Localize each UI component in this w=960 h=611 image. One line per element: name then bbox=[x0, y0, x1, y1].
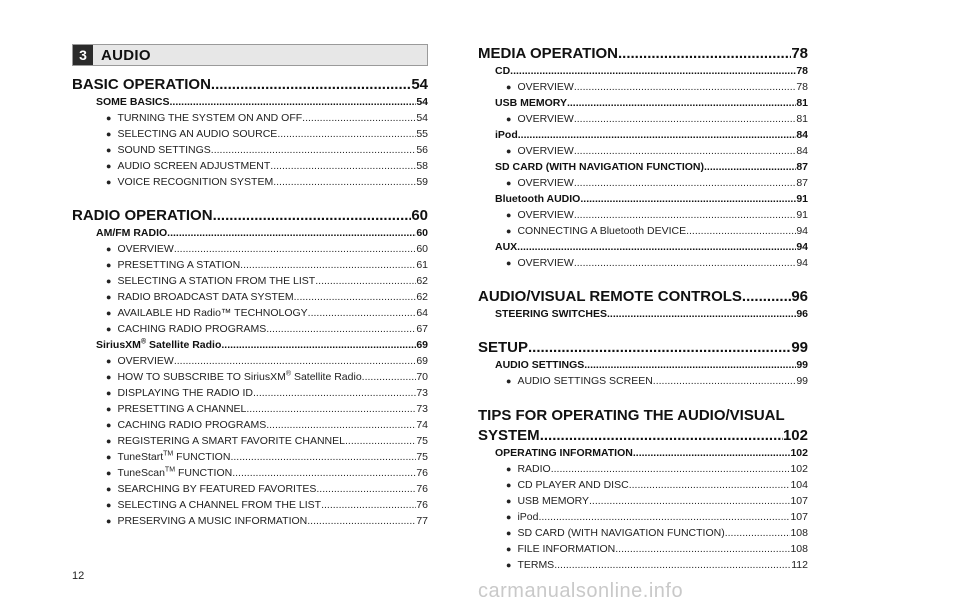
toc-item[interactable]: ● TuneStart™ FUNCTION ..... 75 bbox=[72, 449, 428, 465]
toc-chapter-remote-controls[interactable]: AUDIO/VISUAL REMOTE CONTROLS ..... 96 bbox=[478, 287, 808, 306]
toc-section-ipod[interactable]: iPod ..... 84 bbox=[478, 127, 808, 143]
bullet-icon: ● bbox=[506, 544, 512, 554]
toc-item[interactable]: ● SOUND SETTINGS ..... 56 bbox=[72, 142, 428, 158]
toc-item[interactable]: ● OVERVIEW ..... 84 bbox=[478, 143, 808, 159]
toc-item[interactable]: ● OVERVIEW ..... 69 bbox=[72, 353, 428, 369]
bullet-icon: ● bbox=[106, 404, 112, 414]
bullet-icon: ● bbox=[506, 464, 512, 474]
toc-item[interactable]: ● PRESETTING A CHANNEL ..... 73 bbox=[72, 401, 428, 417]
bullet-icon: ● bbox=[506, 560, 512, 570]
bullet-icon: ● bbox=[106, 177, 112, 187]
toc-item[interactable]: ● DISPLAYING THE RADIO ID ..... 73 bbox=[72, 385, 428, 401]
section-number-badge: 3 bbox=[73, 45, 93, 65]
toc-chapter-tips-line2[interactable]: SYSTEM ..... 102 bbox=[478, 426, 808, 445]
toc-item[interactable]: ● VOICE RECOGNITION SYSTEM ..... 59 bbox=[72, 174, 428, 190]
bullet-icon: ● bbox=[506, 114, 512, 124]
bullet-icon: ● bbox=[106, 324, 112, 334]
bullet-icon: ● bbox=[106, 516, 112, 526]
toc-right-column bbox=[478, 44, 808, 573]
toc-item[interactable]: ● OVERVIEW ..... 87 bbox=[478, 175, 808, 191]
toc-chapter-radio-operation[interactable]: RADIO OPERATION ..... 60 bbox=[72, 206, 428, 225]
toc-chapter-media-operation[interactable]: MEDIA OPERATION ..... 78 bbox=[478, 44, 808, 63]
toc-left-column bbox=[72, 44, 428, 529]
toc-item[interactable]: ● SELECTING AN AUDIO SOURCE ..... 55 bbox=[72, 126, 428, 142]
bullet-icon: ● bbox=[106, 356, 112, 366]
toc-chapter-setup[interactable]: SETUP ..... 99 bbox=[478, 338, 808, 357]
bullet-icon: ● bbox=[106, 500, 112, 510]
bullet-icon: ● bbox=[506, 210, 512, 220]
toc-item[interactable]: ● CACHING RADIO PROGRAMS ..... 67 bbox=[72, 321, 428, 337]
toc-item[interactable]: ● PRESETTING A STATION ..... 61 bbox=[72, 257, 428, 273]
bullet-icon: ● bbox=[106, 420, 112, 430]
toc-item[interactable]: ● HOW TO SUBSCRIBE TO SiriusXM® Satellite Radio ..... 70 bbox=[72, 369, 428, 385]
bullet-icon: ● bbox=[106, 452, 112, 462]
toc-item[interactable]: ● PRESERVING A MUSIC INFORMATION ..... 77 bbox=[72, 513, 428, 529]
toc-section-siriusxm[interactable]: SiriusXM® Satellite Radio ..... 69 bbox=[72, 337, 428, 353]
bullet-icon: ● bbox=[506, 496, 512, 506]
toc-item[interactable]: ● OVERVIEW ..... 91 bbox=[478, 207, 808, 223]
bullet-icon: ● bbox=[106, 292, 112, 302]
bullet-icon: ● bbox=[106, 484, 112, 494]
bullet-icon: ● bbox=[106, 436, 112, 446]
toc-item[interactable]: ● AVAILABLE HD Radio™ TECHNOLOGY ..... 64 bbox=[72, 305, 428, 321]
toc-item[interactable]: ● TERMS ..... 112 bbox=[478, 557, 808, 573]
bullet-icon: ● bbox=[506, 82, 512, 92]
toc-item[interactable]: ● TuneScan™ FUNCTION ..... 76 bbox=[72, 465, 428, 481]
bullet-icon: ● bbox=[106, 468, 112, 478]
toc-item[interactable]: ● SEARCHING BY FEATURED FAVORITES ..... 76 bbox=[72, 481, 428, 497]
toc-section-aux[interactable]: AUX ..... 94 bbox=[478, 239, 808, 255]
toc-item[interactable]: ● SD CARD (WITH NAVIGATION FUNCTION) ..... 108 bbox=[478, 525, 808, 541]
bullet-icon: ● bbox=[106, 260, 112, 270]
toc-section-bluetooth-audio[interactable]: Bluetooth AUDIO ..... 91 bbox=[478, 191, 808, 207]
toc-section-some-basics[interactable]: SOME BASICS ..... 54 bbox=[72, 94, 428, 110]
toc-item[interactable]: ● RADIO ..... 102 bbox=[478, 461, 808, 477]
toc-item[interactable]: ● AUDIO SCREEN ADJUSTMENT ..... 58 bbox=[72, 158, 428, 174]
toc-item[interactable]: ● iPod ..... 107 bbox=[478, 509, 808, 525]
toc-item[interactable]: ● AUDIO SETTINGS SCREEN ..... 99 bbox=[478, 373, 808, 389]
bullet-icon: ● bbox=[506, 528, 512, 538]
bullet-icon: ● bbox=[506, 226, 512, 236]
toc-section-operating-information[interactable]: OPERATING INFORMATION ..... 102 bbox=[478, 445, 808, 461]
toc-item[interactable]: ● CONNECTING A Bluetooth DEVICE ..... 94 bbox=[478, 223, 808, 239]
toc-section-audio-settings[interactable]: AUDIO SETTINGS ..... 99 bbox=[478, 357, 808, 373]
toc-section-cd[interactable]: CD ..... 78 bbox=[478, 63, 808, 79]
bullet-icon: ● bbox=[106, 308, 112, 318]
section-title: AUDIO bbox=[101, 46, 151, 64]
toc-item[interactable]: ● RADIO BROADCAST DATA SYSTEM ..... 62 bbox=[72, 289, 428, 305]
toc-chapter-tips-line1[interactable]: TIPS FOR OPERATING THE AUDIO/VISUAL bbox=[478, 407, 785, 424]
bullet-icon: ● bbox=[506, 258, 512, 268]
toc-item[interactable]: ● TURNING THE SYSTEM ON AND OFF ..... 54 bbox=[72, 110, 428, 126]
toc-item[interactable]: ● OVERVIEW ..... 78 bbox=[478, 79, 808, 95]
toc-section-am-fm-radio[interactable]: AM/FM RADIO ..... 60 bbox=[72, 225, 428, 241]
toc-chapter-basic-operation[interactable]: BASIC OPERATION ..... 54 bbox=[72, 75, 428, 94]
bullet-icon: ● bbox=[506, 376, 512, 386]
toc-item[interactable]: ● OVERVIEW ..... 60 bbox=[72, 241, 428, 257]
toc-item[interactable]: ● CD PLAYER AND DISC ..... 104 bbox=[478, 477, 808, 493]
toc-item[interactable]: ● FILE INFORMATION ..... 108 bbox=[478, 541, 808, 557]
bullet-icon: ● bbox=[106, 129, 112, 139]
toc-item[interactable]: ● CACHING RADIO PROGRAMS ..... 74 bbox=[72, 417, 428, 433]
bullet-icon: ● bbox=[506, 146, 512, 156]
bullet-icon: ● bbox=[506, 512, 512, 522]
bullet-icon: ● bbox=[106, 388, 112, 398]
bullet-icon: ● bbox=[106, 113, 112, 123]
bullet-icon: ● bbox=[106, 161, 112, 171]
toc-section-usb-memory[interactable]: USB MEMORY ..... 81 bbox=[478, 95, 808, 111]
bullet-icon: ● bbox=[106, 145, 112, 155]
bullet-icon: ● bbox=[506, 480, 512, 490]
toc-item[interactable]: ● OVERVIEW ..... 81 bbox=[478, 111, 808, 127]
toc-section-sd-card[interactable]: SD CARD (WITH NAVIGATION FUNCTION) ..... 87 bbox=[478, 159, 808, 175]
toc-item[interactable]: ● SELECTING A STATION FROM THE LIST ..... 62 bbox=[72, 273, 428, 289]
toc-section-steering-switches[interactable]: STEERING SWITCHES ..... 96 bbox=[478, 306, 808, 322]
toc-item[interactable]: ● SELECTING A CHANNEL FROM THE LIST ..... 76 bbox=[72, 497, 428, 513]
bullet-icon: ● bbox=[506, 178, 512, 188]
watermark: carmanualsonline.info bbox=[478, 580, 684, 602]
toc-item[interactable]: ● REGISTERING A SMART FAVORITE CHANNEL ..... 75 bbox=[72, 433, 428, 449]
page-number: 12 bbox=[72, 570, 85, 582]
bullet-icon: ● bbox=[106, 244, 112, 254]
section-header bbox=[72, 44, 428, 66]
bullet-icon: ● bbox=[106, 372, 112, 382]
toc-item[interactable]: ● OVERVIEW ..... 94 bbox=[478, 255, 808, 271]
toc-item[interactable]: ● USB MEMORY ..... 107 bbox=[478, 493, 808, 509]
bullet-icon: ● bbox=[106, 276, 112, 286]
